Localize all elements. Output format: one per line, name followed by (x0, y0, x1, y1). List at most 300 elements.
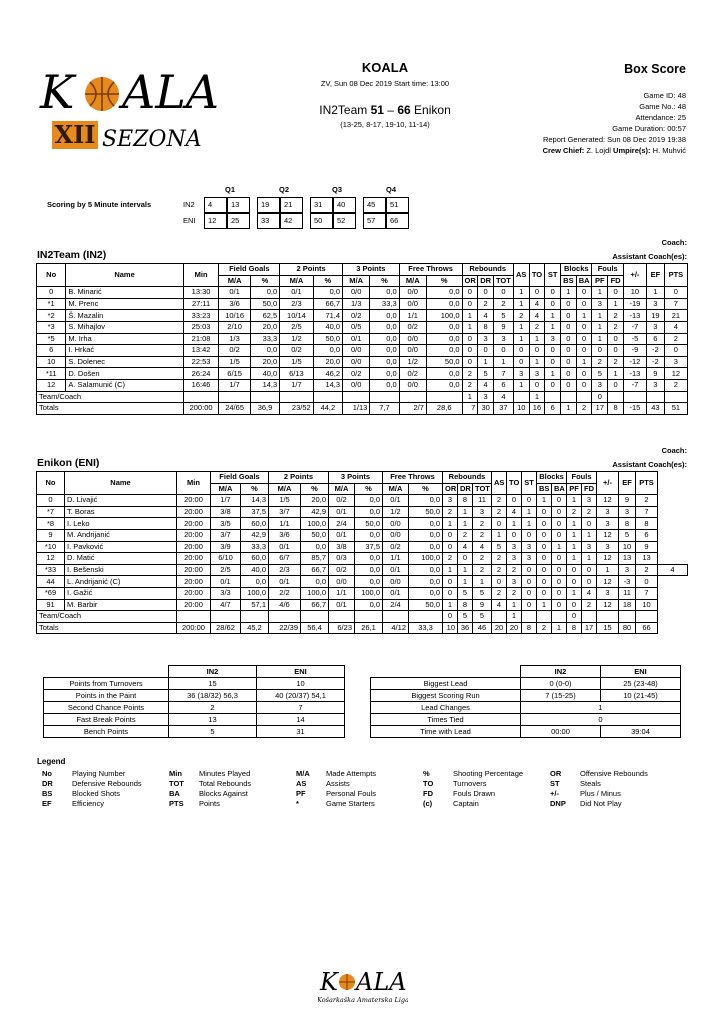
stat-cell (219, 391, 250, 403)
stat-cell: -7 (623, 321, 646, 333)
stat-cell: 7,7 (370, 403, 399, 415)
scoring-cell: 66 (386, 213, 409, 229)
stat-cell: 100,0 (241, 587, 269, 599)
col-ma: M/A (211, 483, 241, 495)
stat-cell: 8 (522, 622, 537, 634)
stat-cell: 11 (619, 587, 636, 599)
summary-label: Points from Turnovers (44, 678, 169, 690)
legend-item (42, 799, 169, 809)
stat-cell: 0/0 (383, 518, 409, 530)
stat-cell: 0/0 (343, 356, 370, 368)
stat-cell: 0 (537, 541, 552, 553)
stat-cell: 2/4 (383, 599, 409, 611)
stat-cell: 0/2 (219, 345, 250, 357)
stat-cell: *11 (37, 368, 66, 380)
stat-cell: 0 (537, 506, 552, 518)
stat-cell: 10 (443, 622, 458, 634)
box-header-row (37, 264, 688, 276)
player-name: D. Livajić (65, 495, 177, 507)
col-plus-minus: +/- (623, 264, 646, 287)
stat-cell: 2 (507, 587, 522, 599)
stat-cell: 91 (37, 599, 65, 611)
stat-cell: 20:00 (177, 576, 211, 588)
stat-cell: 0 (513, 345, 529, 357)
stat-cell: 10/14 (280, 310, 314, 322)
stat-cell: 3/6 (269, 529, 301, 541)
stat-cell: 0/2 (399, 368, 426, 380)
stat-cell: 62,5 (250, 310, 279, 322)
stat-cell: 0/0 (399, 298, 426, 310)
col-ba: BA (552, 483, 567, 495)
stat-cell: 0 (552, 553, 567, 565)
stat-cell: 40,0 (241, 564, 269, 576)
footer-tagline: Košarkaška Amaterska Liga (318, 996, 408, 1004)
player-name: D. Došen (66, 368, 183, 380)
stat-cell: 0/1 (329, 599, 355, 611)
stat-cell: 2/10 (219, 321, 250, 333)
stat-cell: 9 (646, 368, 664, 380)
stat-cell: 1 (513, 287, 529, 299)
stat-cell: 18 (619, 599, 636, 611)
stat-cell: 3/6 (219, 298, 250, 310)
stat-cell: 5 (458, 611, 473, 623)
svg-text:K: K (320, 968, 338, 996)
game-date: ZV, Sun 08 Dec 2019 Start time: 13:00 (320, 79, 450, 88)
stat-cell: 1 (458, 564, 473, 576)
legend-text: Captain (453, 799, 479, 808)
scoring-cell: 50 (310, 213, 333, 229)
scoring-cell: 13 (227, 197, 250, 213)
q3-header: Q3 (332, 185, 343, 194)
col-steals: ST (545, 264, 561, 287)
player-row (37, 321, 688, 333)
stat-cell: 9 (636, 541, 658, 553)
stat-cell: 0 (507, 495, 522, 507)
stat-cell: 28,6 (426, 403, 462, 415)
scoring-cell: 42 (280, 213, 303, 229)
stat-cell (280, 391, 314, 403)
stat-cell: 8 (567, 622, 582, 634)
stat-cell: 100,0 (301, 518, 329, 530)
legend-item (296, 789, 423, 799)
col-pct: % (250, 275, 279, 287)
stat-cell: 1 (582, 553, 597, 565)
summary-label: Times Tied (371, 714, 521, 726)
stat-cell: 0 (462, 287, 478, 299)
stat-cell: 6 (493, 379, 513, 391)
col-min: Min (183, 264, 219, 287)
legend-row (42, 789, 702, 799)
stat-cell: 26,1 (355, 622, 383, 634)
legend-abbr: % (423, 769, 430, 778)
stat-cell: 43 (646, 403, 664, 415)
stat-cell: 0 (552, 495, 567, 507)
summary-row (371, 714, 681, 726)
totals-label: Totals (37, 622, 177, 634)
col-points: PTS (636, 472, 658, 495)
stat-cell: 2 (507, 564, 522, 576)
player-row (37, 298, 688, 310)
stat-cell: 100,0 (301, 587, 329, 599)
player-name: I. Bešenski (65, 564, 177, 576)
stat-cell: 4 (478, 310, 494, 322)
stat-cell: 66,7 (313, 298, 342, 310)
col-plus-minus: +/- (597, 472, 619, 495)
summary-corner (44, 666, 169, 678)
stat-cell: 0 (492, 576, 507, 588)
stat-cell: 50,0 (301, 529, 329, 541)
stat-cell (250, 391, 279, 403)
stat-cell (545, 391, 561, 403)
player-name: T. Boras (65, 506, 177, 518)
final-score: IN2Team 51 – 66 Enikon (319, 103, 451, 117)
stat-cell: 20:00 (177, 518, 211, 530)
stat-cell: 0 (576, 287, 592, 299)
player-name: S. Mihajlov (66, 321, 183, 333)
stat-cell: 0/1 (211, 576, 241, 588)
stat-cell: 0 (608, 333, 624, 345)
stat-cell: 9 (473, 599, 492, 611)
stat-cell: 1 (576, 356, 592, 368)
legend-abbr: * (296, 799, 299, 808)
scoring-team-in2: IN2 (183, 200, 195, 209)
stat-cell: 0 (636, 576, 658, 588)
legend-title: Legend (37, 757, 66, 766)
stat-cell: 6 (545, 403, 561, 415)
stat-cell: 0 (545, 287, 561, 299)
stat-cell: 1 (513, 379, 529, 391)
stat-cell: 1 (529, 356, 545, 368)
summary-label: Fast Break Points (44, 714, 169, 726)
stat-cell: 4 (492, 599, 507, 611)
player-row (37, 506, 688, 518)
stat-cell: 8 (478, 321, 494, 333)
col-bs: BS (537, 483, 552, 495)
stat-cell: 1 (462, 310, 478, 322)
stat-cell: 1 (529, 333, 545, 345)
stat-cell: 0 (37, 495, 65, 507)
stat-cell: 0 (552, 518, 567, 530)
stat-cell: 1 (507, 611, 522, 623)
stat-cell: *5 (37, 333, 66, 345)
stat-cell: 0,0 (426, 333, 462, 345)
stat-cell: 6 (646, 333, 664, 345)
stat-cell: 33,3 (370, 298, 399, 310)
stat-cell (241, 611, 269, 623)
stat-cell: 8 (636, 518, 658, 530)
legend-abbr: BS (42, 789, 53, 798)
stat-cell: 1 (458, 576, 473, 588)
stat-cell: 0 (545, 345, 561, 357)
stat-cell: 2 (592, 356, 608, 368)
stat-cell: 66 (636, 622, 658, 634)
stat-cell: 45,2 (241, 622, 269, 634)
stat-cell: 22/39 (269, 622, 301, 634)
stat-cell: 2 (492, 587, 507, 599)
stat-cell: 0/0 (329, 576, 355, 588)
stat-cell: 50,0 (250, 298, 279, 310)
stat-cell: 1/3 (343, 298, 370, 310)
stat-cell: 11 (473, 495, 492, 507)
summary-row (371, 726, 681, 738)
col-steals: ST (522, 472, 537, 495)
stat-cell: 3/9 (211, 541, 241, 553)
stat-cell: -19 (623, 298, 646, 310)
player-name: B. Minarić (66, 287, 183, 299)
stat-cell: 0,0 (355, 529, 383, 541)
col-ma: M/A (343, 275, 370, 287)
stat-cell: 0/0 (399, 345, 426, 357)
summary-value: 7 (257, 702, 345, 714)
stat-cell: 4 (458, 541, 473, 553)
stat-cell: 37,5 (241, 506, 269, 518)
scoring-cell: 12 (204, 213, 227, 229)
team-coach-label: Team/Coach (37, 391, 184, 403)
stat-cell: 1 (507, 518, 522, 530)
stat-cell: 3 (664, 356, 687, 368)
stat-cell: 14,3 (250, 379, 279, 391)
koala-logo (38, 58, 218, 158)
stat-cell: 7 (664, 298, 687, 310)
stat-cell: 42,9 (301, 506, 329, 518)
stat-cell: 51 (664, 403, 687, 415)
stat-cell: 0 (552, 506, 567, 518)
summary-row (44, 690, 345, 702)
stat-cell: 0 (561, 379, 577, 391)
stat-cell: 0 (458, 553, 473, 565)
stat-cell: 0/1 (280, 287, 314, 299)
summary-value: 0 (0-0) (521, 678, 601, 690)
stat-cell: 6 (636, 529, 658, 541)
logo-k: K (40, 65, 75, 119)
stat-cell (597, 611, 619, 623)
player-name: I. Pavković (65, 541, 177, 553)
stat-cell: 0/3 (329, 553, 355, 565)
stat-cell: 20,0 (250, 321, 279, 333)
legend-item (42, 769, 169, 779)
attendance: Attendance: 25 (635, 113, 686, 122)
stat-cell: 0,0 (301, 541, 329, 553)
col-blocks: Blocks (537, 472, 567, 484)
stat-cell: 0/0 (383, 529, 409, 541)
col-rebounds: Rebounds (443, 472, 492, 484)
stat-cell: 0 (537, 576, 552, 588)
stat-cell: 0/0 (343, 345, 370, 357)
stat-cell: 0 (507, 529, 522, 541)
summary-value: 25 (23-48) (601, 678, 681, 690)
stat-cell: 0 (561, 298, 577, 310)
stat-cell: 3 (522, 541, 537, 553)
stat-cell: 1 (545, 310, 561, 322)
summary-label: Bench Points (44, 726, 169, 738)
stat-cell (383, 611, 409, 623)
legend-item (423, 779, 550, 789)
legend-abbr: AS (296, 779, 307, 788)
col-or: OR (443, 483, 458, 495)
summary-label: Biggest Scoring Run (371, 690, 521, 702)
stat-cell: 16 (529, 403, 545, 415)
stat-cell (582, 611, 597, 623)
stat-cell (513, 391, 529, 403)
col-ma: M/A (280, 275, 314, 287)
player-name: M. Barbir (65, 599, 177, 611)
stat-cell: 0 (522, 564, 537, 576)
stat-cell: 0,0 (250, 287, 279, 299)
stat-cell: 2 (473, 518, 492, 530)
col-assists: AS (492, 472, 507, 495)
stat-cell (664, 391, 687, 403)
stat-cell: 0/1 (343, 333, 370, 345)
scoring-cell: 4 (204, 197, 227, 213)
stat-cell: 0,0 (370, 368, 399, 380)
col-pct: % (301, 483, 329, 495)
scoring-cell: 25 (227, 213, 250, 229)
legend-text: Blocks Against (199, 789, 248, 798)
legend-item (550, 779, 690, 789)
stat-cell: 2 (513, 310, 529, 322)
stat-cell: 8 (458, 495, 473, 507)
stat-cell: 66,7 (301, 564, 329, 576)
stat-cell: 12 (597, 553, 619, 565)
stat-cell: 12 (37, 379, 66, 391)
stat-cell: 33,3 (409, 622, 443, 634)
stat-cell: 37,5 (355, 541, 383, 553)
summary-team-header: ENI (601, 666, 681, 678)
stat-cell: 12 (597, 529, 619, 541)
legend-item (169, 779, 296, 789)
stat-cell: 20,0 (250, 356, 279, 368)
stat-cell: 0 (493, 345, 513, 357)
team-coach-row (37, 611, 688, 623)
stat-cell: 0 (37, 287, 66, 299)
stat-cell: 0,0 (313, 287, 342, 299)
stat-cell: 4 (493, 391, 513, 403)
stat-cell: 0/0 (399, 379, 426, 391)
legend-text: Minutes Played (199, 769, 251, 778)
stat-cell: 1 (473, 576, 492, 588)
summary-row (371, 678, 681, 690)
stat-cell: 56,4 (301, 622, 329, 634)
col-3-points: 3 Points (329, 472, 383, 484)
col-assists: AS (513, 264, 529, 287)
stat-cell: 1 (522, 506, 537, 518)
legend-abbr: Min (169, 769, 182, 778)
stat-cell: 60,0 (241, 518, 269, 530)
stat-cell: 0 (493, 287, 513, 299)
stat-cell: 50,0 (409, 599, 443, 611)
stat-cell: 12 (597, 576, 619, 588)
summary-value: 15 (169, 678, 257, 690)
stat-cell: 0/0 (343, 287, 370, 299)
stat-cell: 1 (582, 529, 597, 541)
player-row (37, 564, 688, 576)
stat-cell: 36,9 (250, 403, 279, 415)
stat-cell: 0,0 (409, 529, 443, 541)
stat-cell: 1/2 (383, 506, 409, 518)
stat-cell: 200:00 (183, 403, 219, 415)
game-id: Game ID: 48 (643, 91, 686, 100)
stat-cell: 6/23 (329, 622, 355, 634)
stat-cell: 50,0 (426, 356, 462, 368)
stat-cell: 1/7 (219, 379, 250, 391)
player-row (37, 345, 688, 357)
summary-team-header: IN2 (521, 666, 601, 678)
stat-cell: 13:42 (183, 345, 219, 357)
svg-text:ALA: ALA (356, 968, 407, 996)
stat-cell: 3 (513, 368, 529, 380)
scoring-cell: 45 (363, 197, 386, 213)
stat-cell: 1 (567, 587, 582, 599)
stat-cell: 46,2 (313, 368, 342, 380)
stat-cell: 0 (443, 611, 458, 623)
stat-cell: 1 (576, 310, 592, 322)
stat-cell: 57,1 (241, 599, 269, 611)
stat-cell: 5 (473, 587, 492, 599)
stat-cell: 1 (462, 391, 478, 403)
stat-cell: 8 (458, 599, 473, 611)
stat-cell: 2 (636, 495, 658, 507)
stat-cell: 0 (462, 356, 478, 368)
stat-cell: 2/4 (329, 518, 355, 530)
stat-cell: 2 (576, 403, 592, 415)
stat-cell: 2 (492, 495, 507, 507)
stat-cell: 0/0 (399, 287, 426, 299)
player-row (37, 310, 688, 322)
stat-cell: 1/5 (219, 356, 250, 368)
stat-cell: 10 (623, 287, 646, 299)
stat-cell: 3 (646, 298, 664, 310)
scoring-cell: 57 (363, 213, 386, 229)
stat-cell: 1 (545, 321, 561, 333)
stat-cell: 25:03 (183, 321, 219, 333)
col-turnovers: TO (529, 264, 545, 287)
stat-cell: 0 (561, 356, 577, 368)
stat-cell: 1 (597, 564, 619, 576)
stat-cell: -2 (646, 356, 664, 368)
stat-cell: 0 (567, 599, 582, 611)
legend-text: Did Not Play (580, 799, 622, 808)
team1-title: IN2Team (IN2) (37, 249, 107, 261)
stat-cell: 28/62 (211, 622, 241, 634)
stat-cell: 20:00 (177, 541, 211, 553)
legend-abbr: FD (423, 789, 433, 798)
col-no: No (37, 472, 65, 495)
summary-value: 00:00 (521, 726, 601, 738)
stat-cell: -3 (619, 576, 636, 588)
stat-cell: 3 (597, 518, 619, 530)
stat-cell: 9 (37, 529, 65, 541)
legend-item (423, 799, 550, 809)
stat-cell: 3 (478, 333, 494, 345)
competition-title: KOALA (361, 60, 409, 75)
stat-cell: *69 (37, 587, 65, 599)
stat-cell: 3 (522, 553, 537, 565)
stat-cell: 85,7 (301, 553, 329, 565)
stat-cell: 50,0 (409, 506, 443, 518)
col-field-goals: Field Goals (219, 264, 280, 276)
player-name: D. Matić (65, 553, 177, 565)
stat-cell: 0,0 (370, 345, 399, 357)
stat-cell: 100,0 (409, 553, 443, 565)
player-row (37, 333, 688, 345)
col-ma: M/A (219, 275, 250, 287)
col-ma: M/A (383, 483, 409, 495)
col-min: Min (177, 472, 211, 495)
team1-assistant: Assistant Coach(es): (612, 252, 687, 261)
player-row (37, 368, 688, 380)
stat-cell: 2 (608, 356, 624, 368)
stat-cell: 0 (567, 564, 582, 576)
